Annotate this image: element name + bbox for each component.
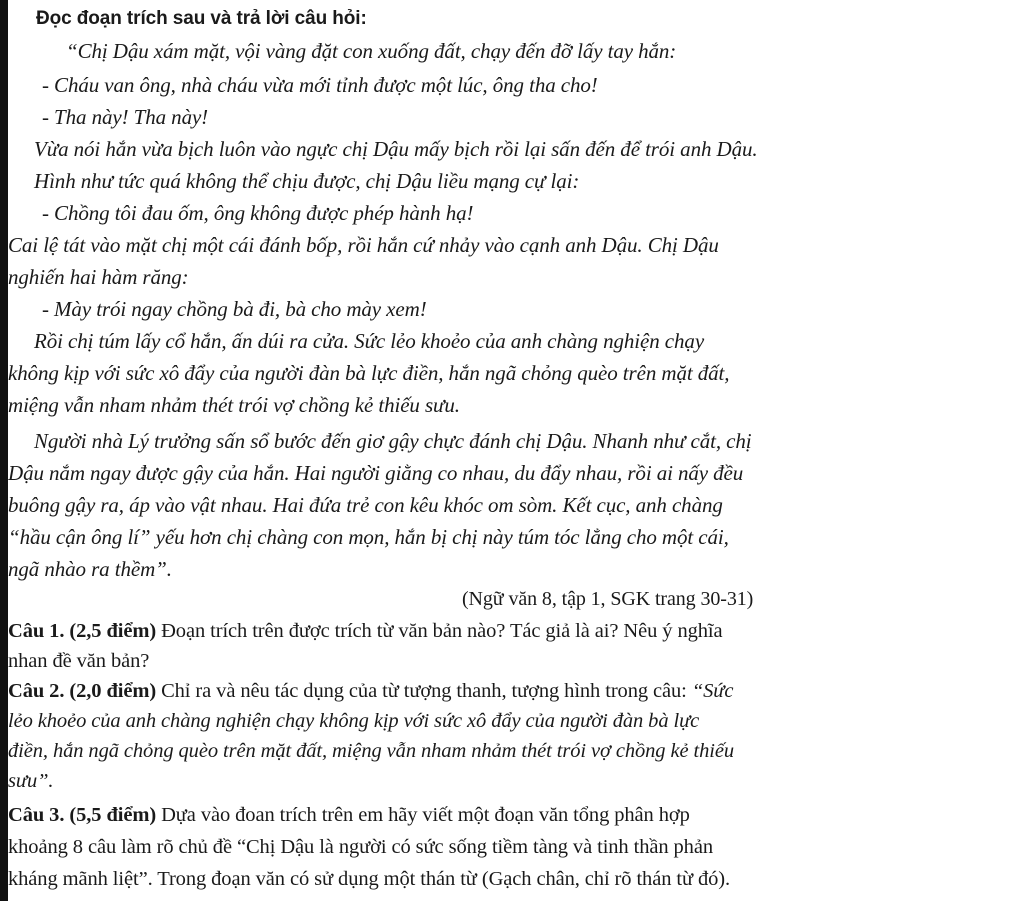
passage-line: - Cháu van ông, nhà cháu vừa mới tỉnh được một lúc, ông tha cho!: [42, 73, 598, 97]
question-3-label: Câu 3. (5,5 điểm): [8, 804, 157, 826]
passage-line: nghiến hai hàm răng:: [8, 265, 189, 289]
passage-line: Dậu nắm ngay được gậy của hắn. Hai người giằng co nhau, du đẩy nhau, rồi ai nấy đều: [8, 461, 744, 485]
question-1-label: Câu 1. (2,5 điểm): [8, 620, 157, 642]
source-citation: (Ngữ văn 8, tập 1, SGK trang 30-31): [462, 588, 754, 610]
question-1: [8, 616, 723, 646]
passage-line: Hình như tức quá không thể chịu được, chị Dậu liều mạng cự lại:: [34, 169, 580, 193]
question-2-text: Chỉ ra và nêu tác dụng của từ tượng thanh, tượng hình trong câu:: [156, 680, 692, 702]
passage-line: Rồi chị túm lấy cổ hắn, ấn dúi ra cửa. Sức lẻo khoẻo của anh chàng nghiện chạy: [34, 329, 705, 353]
passage-line: Cai lệ tát vào mặt chị một cái đánh bốp, rồi hắn cứ nhảy vào cạnh anh Dậu. Chị Dậu: [8, 233, 719, 257]
passage-line: Vừa nói hắn vừa bịch luôn vào ngực chị Dậu mấy bịch rồi lại sấn đến để trói anh Dậu.: [34, 137, 758, 161]
passage-line: miệng vẫn nham nhảm thét trói vợ chồng kẻ thiếu sưu.: [8, 393, 460, 417]
passage-line: - Tha này! Tha này!: [42, 105, 209, 129]
question-1-text: Đoạn trích trên được trích từ văn bản nào? Tác giả là ai? Nêu ý nghĩa: [156, 620, 723, 642]
question-2: [8, 676, 733, 706]
question-2-label: Câu 2. (2,0 điểm): [8, 680, 157, 702]
question-3: [8, 800, 690, 830]
question-2-quote-line: sưu”.: [8, 770, 54, 792]
question-2-quote-line: điền, hắn ngã chỏng quèo trên mặt đất, miệng vẫn nham nhảm thét trói vợ chồng kẻ thiếu: [8, 740, 734, 762]
question-1-line: nhan đề văn bản?: [8, 650, 150, 672]
passage-line: không kịp với sức xô đẩy của người đàn bà lực điền, hắn ngã chỏng quèo trên mặt đất,: [8, 361, 730, 385]
passage-line: - Mày trói ngay chồng bà đi, bà cho mày xem!: [42, 297, 427, 321]
passage-line: ngã nhào ra thềm”.: [8, 557, 172, 581]
passage-line: - Chồng tôi đau ốm, ông không được phép hành hạ!: [42, 201, 474, 225]
question-3-line: khoảng 8 câu làm rõ chủ đề “Chị Dậu là người có sức sống tiềm tàng và tinh thần phản: [8, 836, 713, 858]
passage-line: “Chị Dậu xám mặt, vội vàng đặt con xuống đất, chạy đến đỡ lấy tay hắn:: [66, 39, 677, 63]
heading: Đọc đoạn trích sau và trả lời câu hỏi:: [36, 8, 367, 29]
question-3-line: kháng mãnh liệt”. Trong đoạn văn có sử dụng một thán từ (Gạch chân, chỉ rõ thán từ đó).: [8, 868, 731, 890]
passage-line: buông gậy ra, áp vào vật nhau. Hai đứa trẻ con kêu khóc om sòm. Kết cục, anh chàng: [8, 493, 723, 517]
document-page: [8, 0, 1018, 901]
passage-line: Người nhà Lý trưởng sấn sổ bước đến giơ gậy chực đánh chị Dậu. Nhanh như cắt, chị: [34, 429, 752, 453]
passage-line: “hầu cận ông lí” yếu hơn chị chàng con mọn, hắn bị chị này túm tóc lẳng cho một cái,: [8, 525, 729, 549]
question-3-text: Dựa vào đoan trích trên em hãy viết một đoạn văn tổng phân hợp: [156, 804, 690, 826]
question-2-quote-line: lẻo khoẻo của anh chàng nghiện chạy không kịp với sức xô đẩy của người đàn bà lực: [8, 710, 700, 732]
left-margin-bar: [0, 0, 8, 901]
question-2-quote-start: “Sức: [691, 680, 734, 702]
